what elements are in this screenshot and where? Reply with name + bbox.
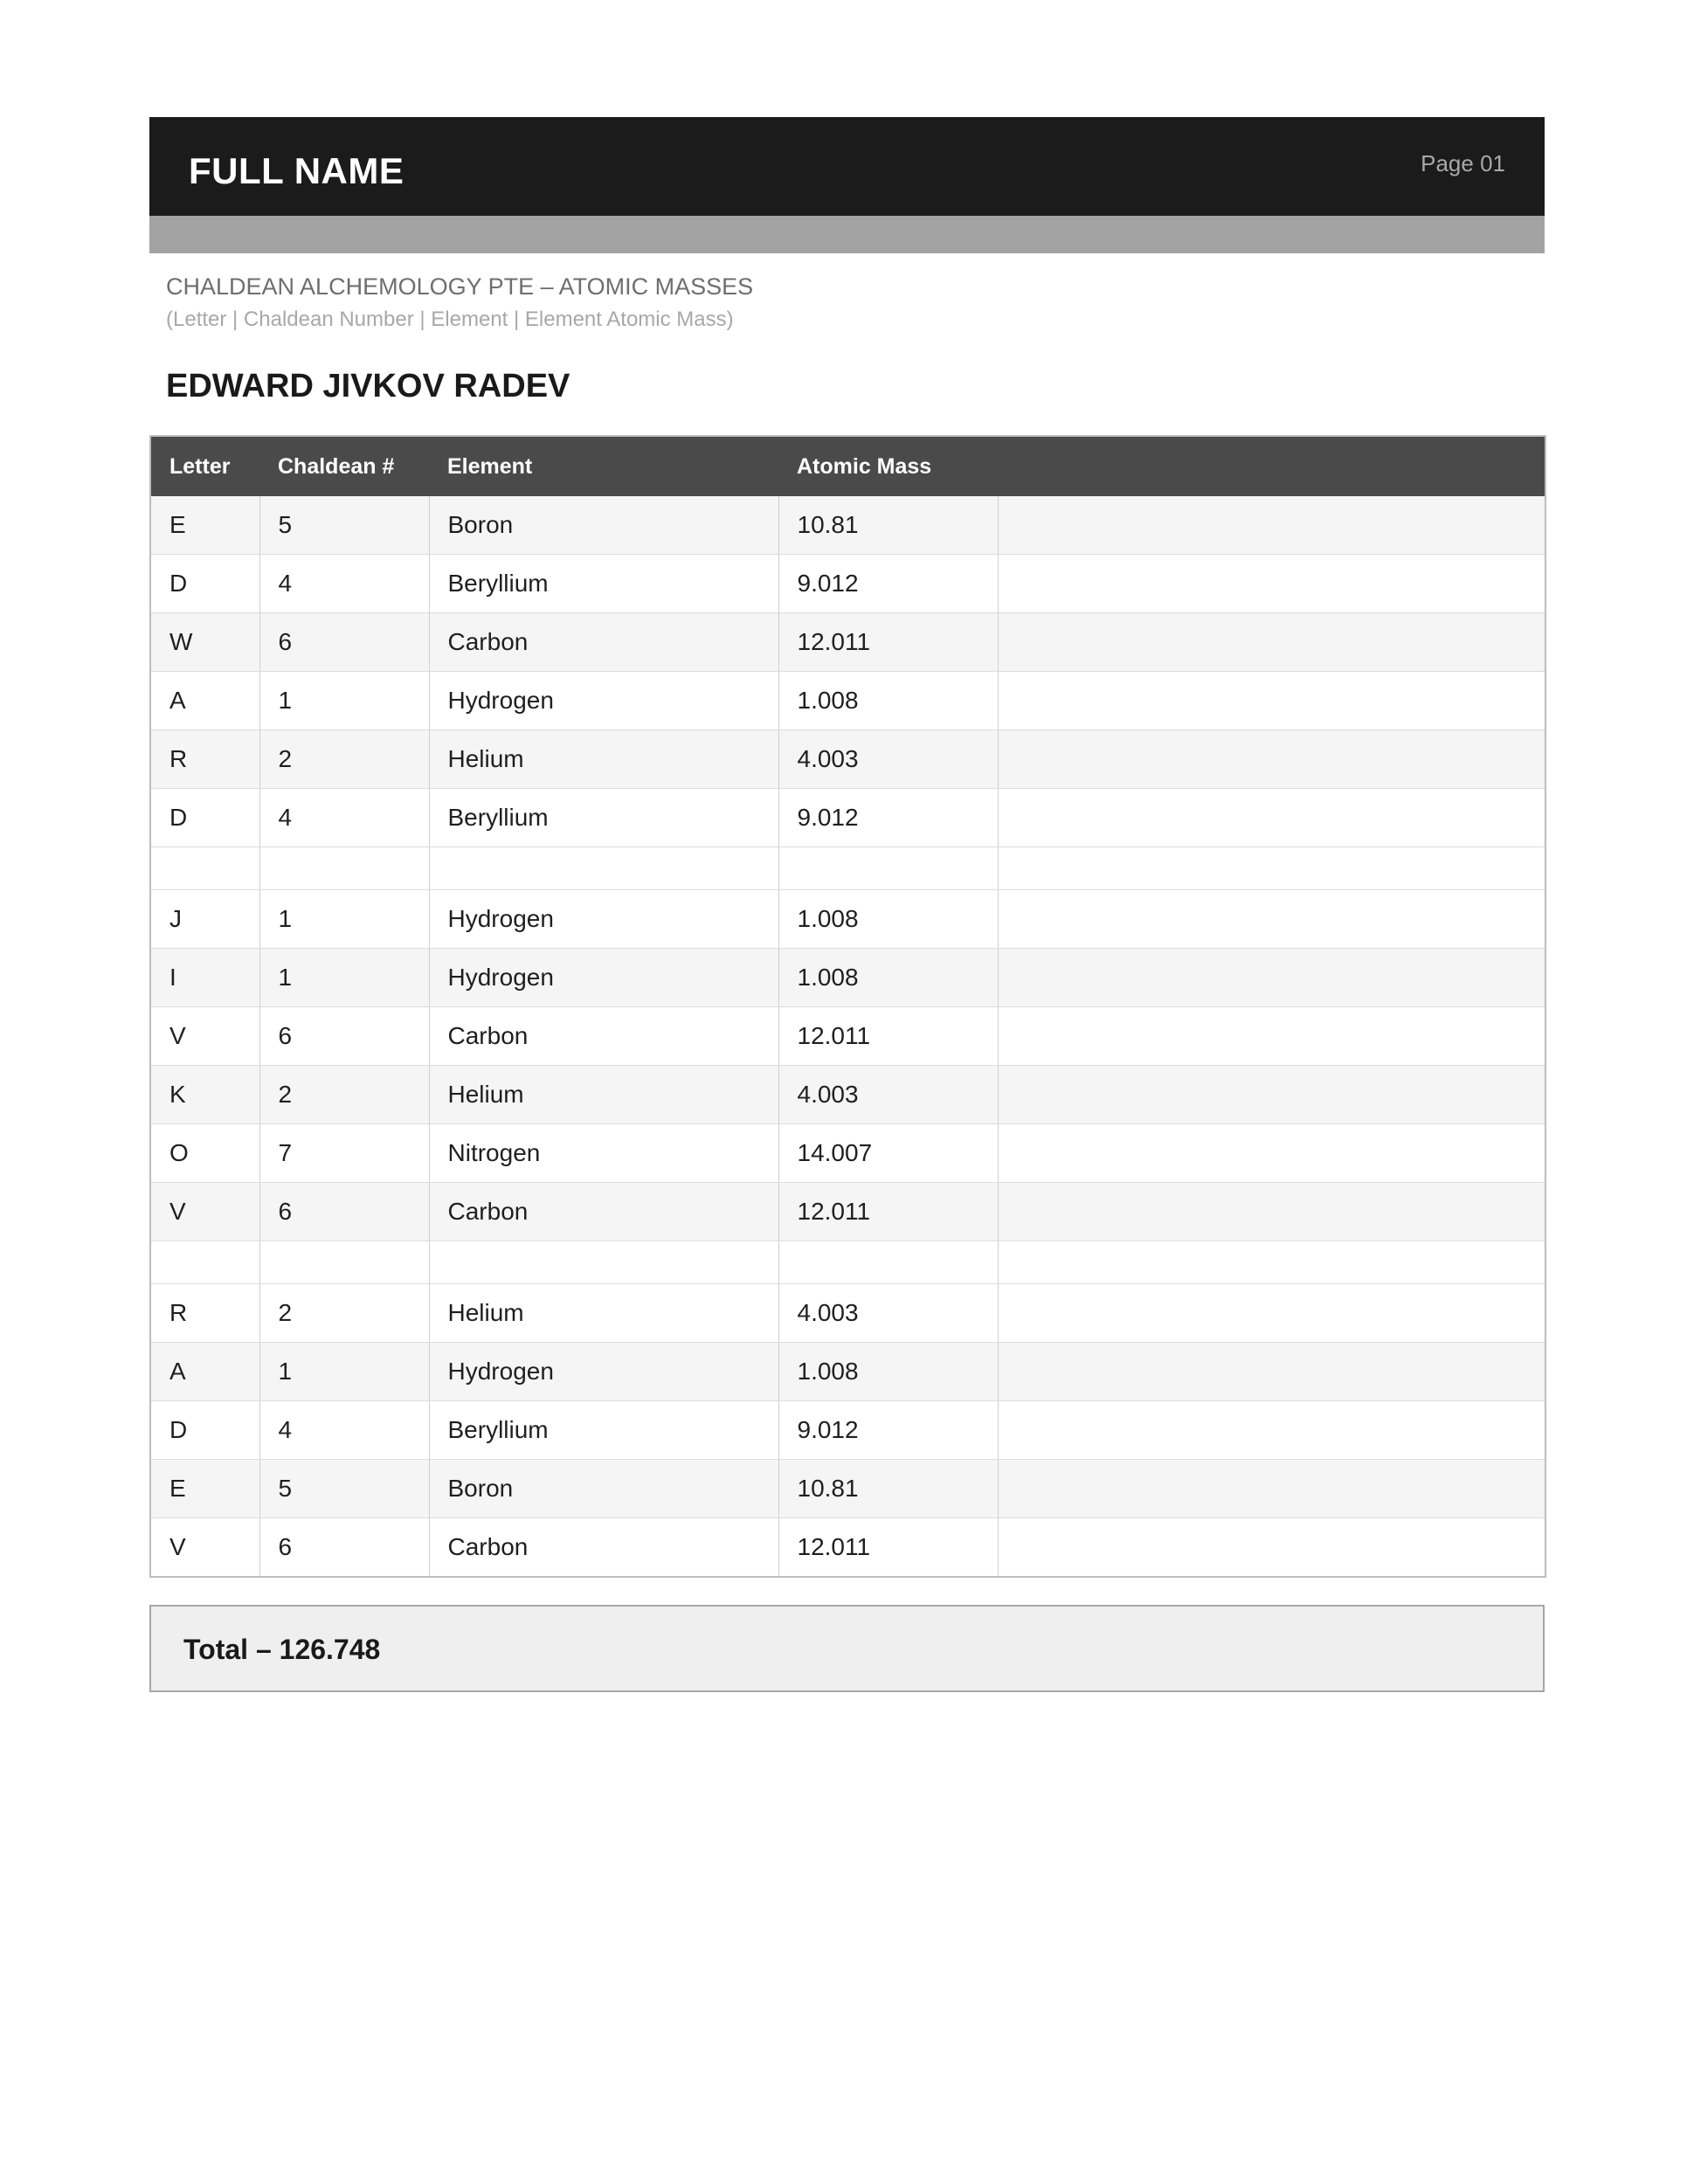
table-spacer-row bbox=[150, 1241, 1545, 1284]
table-cell-element: Beryllium bbox=[429, 555, 778, 613]
table-row bbox=[150, 1401, 1545, 1460]
table-cell-letter: J bbox=[150, 890, 259, 949]
table-cell-element: Carbon bbox=[429, 1183, 778, 1241]
table-cell-empty bbox=[998, 1343, 1545, 1401]
table-cell-empty bbox=[150, 847, 259, 890]
table-cell-empty bbox=[998, 1241, 1545, 1284]
table-cell-letter: K bbox=[150, 1066, 259, 1124]
table-cell-atomic-mass: 4.003 bbox=[778, 1284, 998, 1343]
table-cell-empty bbox=[778, 1241, 998, 1284]
table-cell-empty bbox=[998, 789, 1545, 847]
table-cell-empty bbox=[259, 847, 429, 890]
table-cell-letter: D bbox=[150, 555, 259, 613]
total-value: Total – 126.748 bbox=[183, 1634, 381, 1665]
table-cell-element: Helium bbox=[429, 1284, 778, 1343]
table-cell-atomic-mass: 1.008 bbox=[778, 949, 998, 1007]
table-cell-atomic-mass: 1.008 bbox=[778, 890, 998, 949]
table-cell-element: Hydrogen bbox=[429, 890, 778, 949]
table-header bbox=[150, 436, 1545, 496]
table-cell-element: Helium bbox=[429, 1066, 778, 1124]
table-cell-element: Carbon bbox=[429, 1518, 778, 1578]
table-cell-empty bbox=[998, 890, 1545, 949]
table-cell-empty bbox=[150, 1241, 259, 1284]
column-header-letter: Letter bbox=[150, 436, 259, 496]
table-row bbox=[150, 1284, 1545, 1343]
table-cell-chaldean-number: 1 bbox=[259, 1343, 429, 1401]
table-cell-atomic-mass: 12.011 bbox=[778, 1183, 998, 1241]
table-cell-atomic-mass: 1.008 bbox=[778, 1343, 998, 1401]
table-cell-atomic-mass: 10.81 bbox=[778, 1460, 998, 1518]
header-title: FULL NAME bbox=[189, 150, 404, 191]
column-header-element: Element bbox=[429, 436, 778, 496]
table-cell-letter: D bbox=[150, 789, 259, 847]
table-cell-empty bbox=[998, 1460, 1545, 1518]
table-cell-letter: D bbox=[150, 1401, 259, 1460]
table-cell-letter: V bbox=[150, 1183, 259, 1241]
table-cell-chaldean-number: 1 bbox=[259, 949, 429, 1007]
header-divider-band bbox=[149, 216, 1545, 253]
table-row bbox=[150, 789, 1545, 847]
table-cell-chaldean-number: 6 bbox=[259, 1007, 429, 1066]
table-cell-chaldean-number: 6 bbox=[259, 613, 429, 672]
table-cell-atomic-mass: 4.003 bbox=[778, 1066, 998, 1124]
table-cell-empty bbox=[998, 1401, 1545, 1460]
table-cell-empty bbox=[998, 1007, 1545, 1066]
document-page bbox=[149, 117, 1545, 1692]
table-cell-element: Hydrogen bbox=[429, 672, 778, 730]
table-cell-letter: O bbox=[150, 1124, 259, 1183]
table-cell-empty bbox=[998, 1518, 1545, 1578]
table-row bbox=[150, 672, 1545, 730]
table-cell-empty bbox=[998, 847, 1545, 890]
document-subtitle-note: (Letter | Chaldean Number | Element | Element Atomic Mass) bbox=[166, 308, 734, 331]
table-cell-letter: R bbox=[150, 730, 259, 789]
table-row bbox=[150, 1066, 1545, 1124]
table-cell-element: Boron bbox=[429, 1460, 778, 1518]
table-row bbox=[150, 555, 1545, 613]
table-cell-chaldean-number: 2 bbox=[259, 1284, 429, 1343]
table-row bbox=[150, 1343, 1545, 1401]
table-cell-atomic-mass: 12.011 bbox=[778, 613, 998, 672]
table-cell-atomic-mass: 9.012 bbox=[778, 1401, 998, 1460]
table-cell-element: Carbon bbox=[429, 613, 778, 672]
table-cell-atomic-mass: 14.007 bbox=[778, 1124, 998, 1183]
table-cell-empty bbox=[998, 949, 1545, 1007]
table-row bbox=[150, 730, 1545, 789]
table-cell-atomic-mass: 10.81 bbox=[778, 496, 998, 555]
table-cell-chaldean-number: 4 bbox=[259, 789, 429, 847]
header-bar bbox=[149, 117, 1545, 216]
table-cell-letter: E bbox=[150, 496, 259, 555]
table-cell-chaldean-number: 4 bbox=[259, 555, 429, 613]
table-cell-element: Hydrogen bbox=[429, 1343, 778, 1401]
table-cell-chaldean-number: 6 bbox=[259, 1518, 429, 1578]
table-cell-atomic-mass: 9.012 bbox=[778, 555, 998, 613]
table-cell-chaldean-number: 6 bbox=[259, 1183, 429, 1241]
table-cell-letter: V bbox=[150, 1518, 259, 1578]
table-cell-atomic-mass: 12.011 bbox=[778, 1007, 998, 1066]
column-header-chaldean-number: Chaldean # bbox=[259, 436, 429, 496]
table-cell-empty bbox=[998, 1284, 1545, 1343]
table-cell-empty bbox=[998, 1183, 1545, 1241]
table-row bbox=[150, 949, 1545, 1007]
table-row bbox=[150, 1007, 1545, 1066]
table-cell-empty bbox=[998, 613, 1545, 672]
table-cell-chaldean-number: 5 bbox=[259, 1460, 429, 1518]
table-cell-letter: W bbox=[150, 613, 259, 672]
table-cell-letter: I bbox=[150, 949, 259, 1007]
table-cell-chaldean-number: 5 bbox=[259, 496, 429, 555]
table-body bbox=[150, 496, 1545, 1577]
table-row bbox=[150, 496, 1545, 555]
table-cell-empty bbox=[998, 1066, 1545, 1124]
person-name: EDWARD JIVKOV RADEV bbox=[166, 368, 570, 404]
table-cell-element: Boron bbox=[429, 496, 778, 555]
table-row bbox=[150, 1460, 1545, 1518]
table-cell-atomic-mass: 1.008 bbox=[778, 672, 998, 730]
table-cell-atomic-mass: 9.012 bbox=[778, 789, 998, 847]
table-cell-empty bbox=[259, 1241, 429, 1284]
document-subtitle: CHALDEAN ALCHEMOLOGY PTE – ATOMIC MASSES bbox=[166, 273, 754, 300]
table-spacer-row bbox=[150, 847, 1545, 890]
table-cell-chaldean-number: 7 bbox=[259, 1124, 429, 1183]
table-cell-element: Carbon bbox=[429, 1007, 778, 1066]
table-cell-letter: V bbox=[150, 1007, 259, 1066]
table-cell-empty bbox=[429, 1241, 778, 1284]
table-row bbox=[150, 1124, 1545, 1183]
table-cell-letter: E bbox=[150, 1460, 259, 1518]
table-cell-letter: A bbox=[150, 672, 259, 730]
total-box bbox=[149, 1605, 1545, 1692]
table-cell-empty bbox=[998, 672, 1545, 730]
table-cell-atomic-mass: 4.003 bbox=[778, 730, 998, 789]
table-cell-element: Helium bbox=[429, 730, 778, 789]
table-cell-letter: R bbox=[150, 1284, 259, 1343]
table-cell-empty bbox=[778, 847, 998, 890]
column-header-blank bbox=[998, 436, 1545, 496]
table-cell-empty bbox=[998, 730, 1545, 789]
table-row bbox=[150, 613, 1545, 672]
table-cell-letter: A bbox=[150, 1343, 259, 1401]
table-cell-element: Beryllium bbox=[429, 789, 778, 847]
table-cell-empty bbox=[998, 555, 1545, 613]
table-row bbox=[150, 1183, 1545, 1241]
table-cell-chaldean-number: 1 bbox=[259, 890, 429, 949]
table-cell-chaldean-number: 4 bbox=[259, 1401, 429, 1460]
table-cell-element: Nitrogen bbox=[429, 1124, 778, 1183]
table-row bbox=[150, 890, 1545, 949]
table-cell-empty bbox=[998, 496, 1545, 555]
table-cell-empty bbox=[998, 1124, 1545, 1183]
table-cell-empty bbox=[429, 847, 778, 890]
atomic-mass-table bbox=[149, 435, 1546, 1578]
table-cell-chaldean-number: 2 bbox=[259, 1066, 429, 1124]
table-row bbox=[150, 1518, 1545, 1578]
table-cell-chaldean-number: 1 bbox=[259, 672, 429, 730]
table-cell-atomic-mass: 12.011 bbox=[778, 1518, 998, 1578]
page-number: Page 01 bbox=[1421, 150, 1505, 176]
table-cell-element: Hydrogen bbox=[429, 949, 778, 1007]
table-cell-element: Beryllium bbox=[429, 1401, 778, 1460]
table-header-row bbox=[150, 436, 1545, 496]
table-cell-chaldean-number: 2 bbox=[259, 730, 429, 789]
column-header-atomic-mass: Atomic Mass bbox=[778, 436, 998, 496]
